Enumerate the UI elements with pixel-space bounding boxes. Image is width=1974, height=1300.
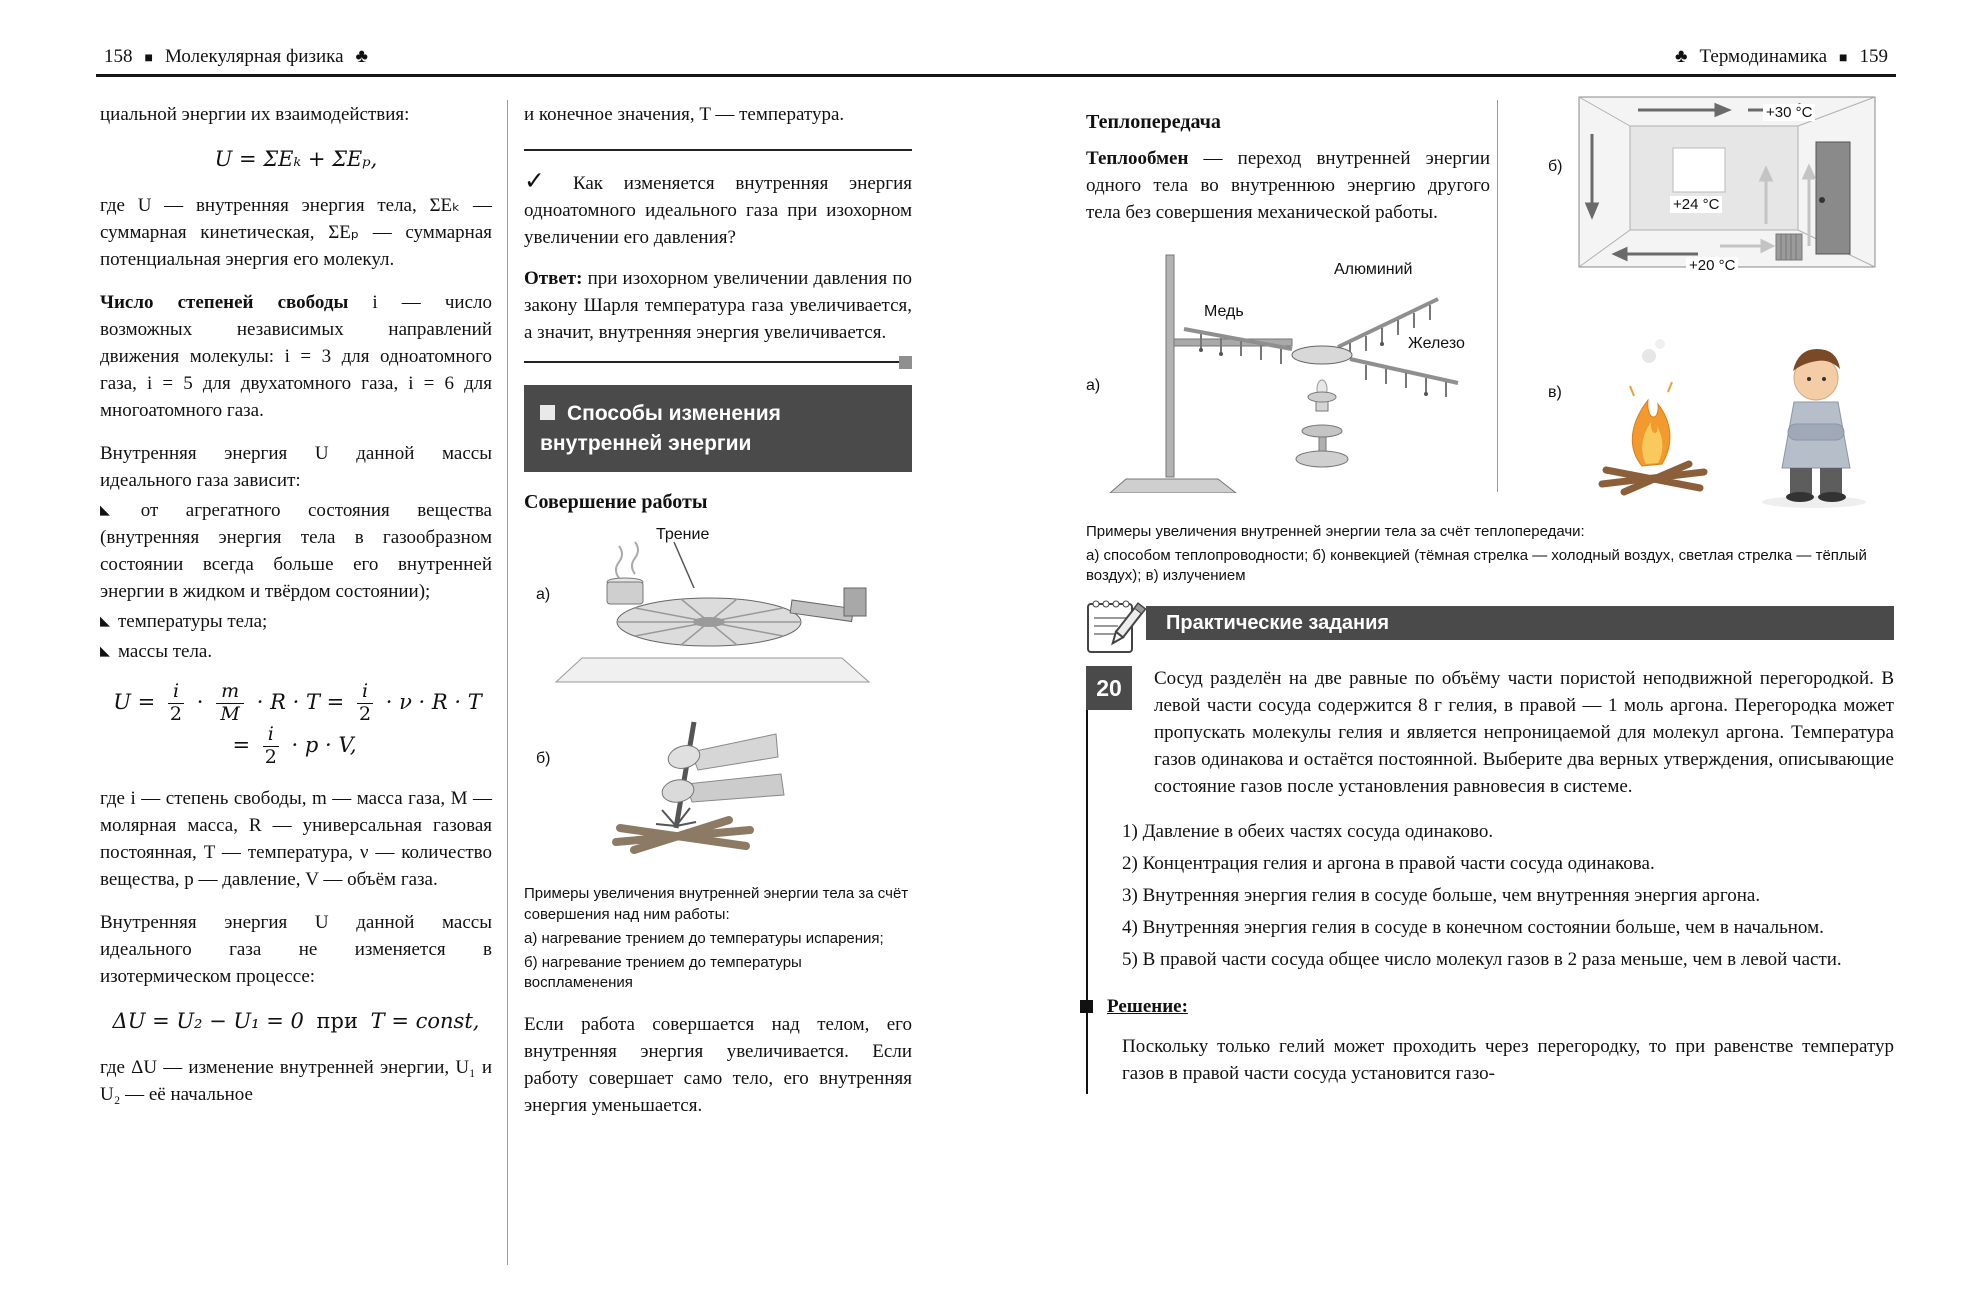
practice-header-bar — [1142, 606, 1894, 640]
section-header — [524, 385, 912, 472]
temperature-20: +20 °C — [1686, 257, 1738, 274]
left-page-column-2 — [524, 102, 912, 1136]
practice-heading: Практические задания — [1166, 612, 1390, 634]
task-number-badge: 20 — [1086, 666, 1132, 710]
notebook-pencil-icon — [1082, 594, 1146, 660]
bullet-icon: ◣ — [100, 613, 110, 629]
temperature-30: +30 °C — [1763, 104, 1815, 121]
page-number-left: 158 — [104, 46, 133, 67]
list-item: ◣ массы тела. — [100, 641, 213, 663]
section-square-icon — [540, 405, 555, 420]
running-header-right — [1669, 46, 1894, 68]
figure-caption-block — [1086, 522, 1892, 590]
subheading: Совершение работы — [524, 491, 708, 514]
task-block — [1086, 666, 1894, 1094]
list-item: ◣ температуры тела; — [100, 611, 268, 633]
paragraph: Внутренняя энергия U данной массы идеального газа зависит: — [100, 442, 492, 491]
paragraph: Внутренняя энергия U данной массы идеального газа не изменяется в изотермическом процессе: — [100, 911, 492, 987]
page-number-right: 159 — [1859, 46, 1888, 67]
temperature-24: +24 °C — [1670, 196, 1722, 213]
figure-work-examples — [524, 526, 912, 874]
figure-caption: Примеры увеличения внутренней энергии тела за счёт теплопередачи: — [1086, 523, 1585, 540]
running-header-left — [98, 46, 374, 68]
figure-caption: б) нагревание трением до температуры воспламенения — [524, 953, 802, 992]
bullet-icon: ◣ — [100, 643, 110, 659]
figure-conduction-svg — [1086, 243, 1490, 493]
paragraph: Число степеней свободы i — число возможных независимых направлений движения молекулы: i = 3 для одноатомного газа, i = 5 для двухатомного газа, i = 6 для многоатомного газа. — [100, 291, 492, 421]
solution-marker-icon — [1080, 1000, 1093, 1013]
header-rule — [96, 74, 1896, 77]
figure-caption: а) нагревание трением до температуры испарения; — [524, 929, 884, 947]
figure-convection — [1548, 96, 1894, 310]
left-page-column-1 — [100, 102, 492, 1125]
figure-label-a: а) — [1086, 377, 1101, 395]
solution-label: Решение: — [1107, 995, 1188, 1017]
paragraph: Если работа совершается над телом, его внутренняя энергия увеличивается. Если работу совершает само тело, его внутренняя энергия уменьшается. — [524, 1013, 912, 1116]
running-title-left: Молекулярная физика — [164, 46, 344, 67]
iron-label: Железо — [1408, 335, 1465, 353]
square-ornament-icon: ■ — [1839, 51, 1848, 66]
option-1: 1) Давление в обеих частях сосуда одинаково. — [1122, 820, 1494, 842]
figure-caption: Примеры увеличения внутренней энергии тела за счёт совершения над ним работы: — [524, 885, 909, 924]
clover-ornament-icon: ♣ — [355, 46, 368, 67]
figure-conduction — [1086, 243, 1490, 493]
task-text: Сосуд разделён на две равные по объёму части пористой неподвижной перегородкой. В левой части сосуда содержится 8 г гелия, в правой — 1 моль аргона. Перегородка может пропускать молекулы гелия и является непроницаемой для молекул аргона. Температура газов одинакова и остаётся постоянной. Выберите два верных утверждения, описывающие состояние газов после установления равновесия в системе. — [1154, 668, 1894, 797]
paragraph: где i — степень свободы, m — масса газа, M — молярная масса, R — универсальная газовая постоянная, T — температура, ν — количество вещества, p — давление, V — объём газа. — [100, 788, 492, 890]
heading-heat-transfer: Теплопередача — [1086, 111, 1221, 133]
solution-text: Поскольку только гелий может проходить через перегородку, то при равенстве температур газов в правой части сосуда установится газо- — [1122, 1035, 1894, 1084]
list-item: ◣ от агрегатного состояния вещества (внутренняя энергия тела в газообразном состоянии всегда больше его внутренней энергии в жидком и твёрдом состоянии); — [100, 500, 492, 603]
question: ✓ Как изменяется внутренняя энергия одноатомного идеального газа при изохорном увеличении его давления? — [524, 165, 913, 249]
option-2: 2) Концентрация гелия и аргона в правой части сосуда одинакова. — [1122, 852, 1655, 874]
paragraph: и конечное значения, T — температура. — [524, 104, 845, 125]
option-5: 5) В правой части сосуда общее число молекул газов в 2 раза меньше, чем в левой части. — [1122, 948, 1842, 970]
figure-work-svg — [524, 526, 912, 874]
formula-energy-sum: U = ΣEₖ + ΣEₚ, — [214, 146, 378, 171]
paragraph: Теплообмен — переход внутренней энергии одного тела во внутреннюю энергию другого тела без совершения механической работы. — [1086, 148, 1490, 224]
square-ornament-icon: ■ — [144, 51, 153, 66]
solution-heading — [1088, 996, 1894, 1018]
end-marker-icon — [899, 356, 912, 369]
figure-radiation — [1548, 326, 1894, 516]
term-heat-exchange: Теплообмен — [1086, 148, 1189, 170]
paragraph: где ΔU — изменение внутренней энергии, U₁ и U₂ — её начальное — [100, 1056, 492, 1105]
option-3: 3) Внутренняя энергия гелия в сосуде больше, чем внутренняя энергия аргона. — [1122, 884, 1761, 906]
practice-section — [1086, 606, 1894, 1094]
paragraph: где U — внутренняя энергия тела, ΣEₖ — суммарная кинетическая, ΣEₚ — суммарная потенциальная энергия его молекул. — [100, 194, 492, 270]
figure-label-v: в) — [1548, 384, 1562, 401]
formula-isothermal: ΔU = U₂ − U₁ = 0 при T = const, — [112, 1008, 480, 1033]
paragraph: циальной энергии их взаимодействия: — [100, 104, 410, 125]
aluminium-label: Алюминий — [1334, 261, 1413, 279]
figure-caption: а) способом теплопроводности; б) конвекцией (тёмная стрелка — холодный воздух, светлая стрелка — тёплый воздух); в) излучением — [1086, 546, 1867, 585]
section-title: Способы изменения внутренней энергии — [540, 402, 781, 455]
running-title-right: Термодинамика — [1699, 46, 1828, 67]
answer: Ответ: при изохорном увеличении давления по закону Шарля температура газа увеличивается, а значит, внутренняя энергия увеличивается. — [524, 268, 912, 344]
figure-label-a: а) — [536, 586, 551, 604]
figure-label-b: б) — [1548, 158, 1563, 175]
figure-label-b: б) — [536, 750, 551, 768]
answer-options — [1122, 819, 1894, 974]
copper-label: Медь — [1204, 303, 1244, 321]
option-4: 4) Внутренняя энергия гелия в сосуде в конечном состоянии больше, чем в начальном. — [1122, 916, 1824, 938]
friction-label: Трение — [656, 526, 710, 544]
bullet-icon: ◣ — [100, 502, 133, 518]
column-divider — [1497, 100, 1498, 492]
formula-internal-energy: U = $\frac{i}{2}$ · $\frac{m}{M}$ · R · T = $\frac{i}{2}$ · ν · R · T = $\frac{i}{2}$ · p · V, — [113, 680, 482, 769]
clover-ornament-icon: ♣ — [1675, 46, 1688, 67]
right-page-column — [1086, 102, 1490, 493]
self-check-block — [524, 149, 912, 363]
check-icon: ✓ — [524, 165, 561, 195]
term-degrees-of-freedom: Число степеней свободы — [100, 291, 349, 313]
column-divider — [507, 100, 508, 1265]
block-end-rule — [524, 361, 912, 363]
figure-radiation-svg — [1564, 326, 1894, 511]
